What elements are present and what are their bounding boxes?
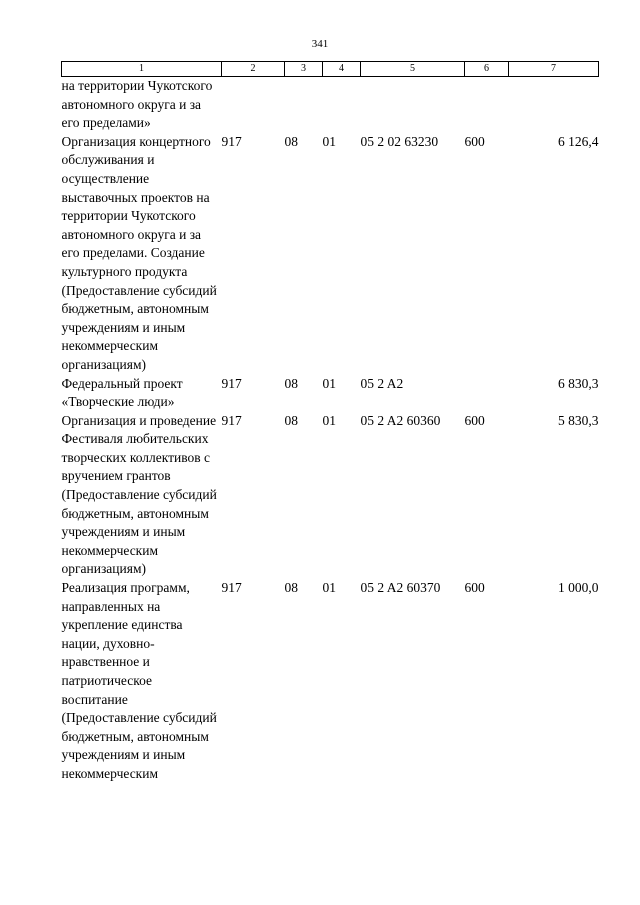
table-row [62, 375, 599, 412]
row-pr: 01 [322, 375, 336, 391]
table-body [62, 77, 599, 784]
row-pr [323, 77, 361, 133]
row-vr [465, 375, 509, 412]
header-row [62, 62, 599, 77]
header-col-3: 3 [285, 62, 323, 77]
row-pr: 01 [322, 412, 336, 428]
row-csr: 05 2 A2 60360 [360, 412, 441, 428]
row-rz: 08 [284, 580, 298, 596]
row-name: Реализация программ, направленных на укрепление единства нации, духовно-нравственное и патриотическое воспитание (Предоставление субсидий бюджетным, автономным учреждениям и иным некоммерческим [61, 580, 217, 781]
row-sum: 1 000,0 [558, 580, 599, 596]
budget-table [61, 61, 599, 784]
row-grbs: 917 [221, 580, 242, 596]
header-col-7: 7 [509, 62, 599, 77]
page-number: 341 [311, 38, 329, 50]
table-row [62, 133, 599, 375]
table-row [62, 579, 599, 784]
row-vr: 600 [464, 133, 485, 149]
row-csr: 05 2 02 63230 [360, 133, 439, 149]
row-pr: 01 [322, 580, 336, 596]
row-rz: 08 [284, 412, 298, 428]
row-sum: 5 830,3 [558, 412, 599, 428]
row-grbs [222, 77, 285, 133]
row-name: Организация концертного обслуживания и осуществление выставочных проектов на территории Чукотского автономного округа и за его пределами. Создание культурного продукта (Предоставление субсидий бюджетным, автономным учреждениям и иным некоммерческим организациям) [61, 133, 217, 372]
row-pr: 01 [322, 133, 336, 149]
row-name: Организация и проведение Фестиваля любительских творческих коллективов с вручением грантов (Предоставление субсидий бюджетным, автономным учреждениям и иным некоммерческим организациям) [61, 412, 217, 577]
header-col-6: 6 [465, 62, 509, 77]
row-vr [465, 77, 509, 133]
row-sum: 6 830,3 [558, 375, 599, 391]
row-rz: 08 [284, 375, 298, 391]
row-name: Федеральный проект «Творческие люди» [61, 375, 183, 410]
row-rz [285, 77, 323, 133]
table-row [62, 412, 599, 579]
row-csr: 05 2 A2 60370 [360, 580, 441, 596]
row-grbs: 917 [221, 133, 242, 149]
row-grbs: 917 [221, 375, 242, 391]
row-vr: 600 [464, 412, 485, 428]
table-row [62, 77, 599, 133]
row-vr: 600 [464, 580, 485, 596]
header-col-5: 5 [361, 62, 465, 77]
row-sum [509, 77, 599, 133]
row-sum: 6 126,4 [558, 133, 599, 149]
header-col-4: 4 [323, 62, 361, 77]
row-name: на территории Чукотского автономного округа и за его пределами» [61, 78, 213, 131]
row-csr [361, 77, 465, 133]
row-csr: 05 2 A2 [360, 375, 404, 391]
row-rz: 08 [284, 133, 298, 149]
header-col-2: 2 [222, 62, 285, 77]
table-header [62, 62, 599, 77]
header-col-1: 1 [62, 62, 222, 77]
row-grbs: 917 [221, 412, 242, 428]
